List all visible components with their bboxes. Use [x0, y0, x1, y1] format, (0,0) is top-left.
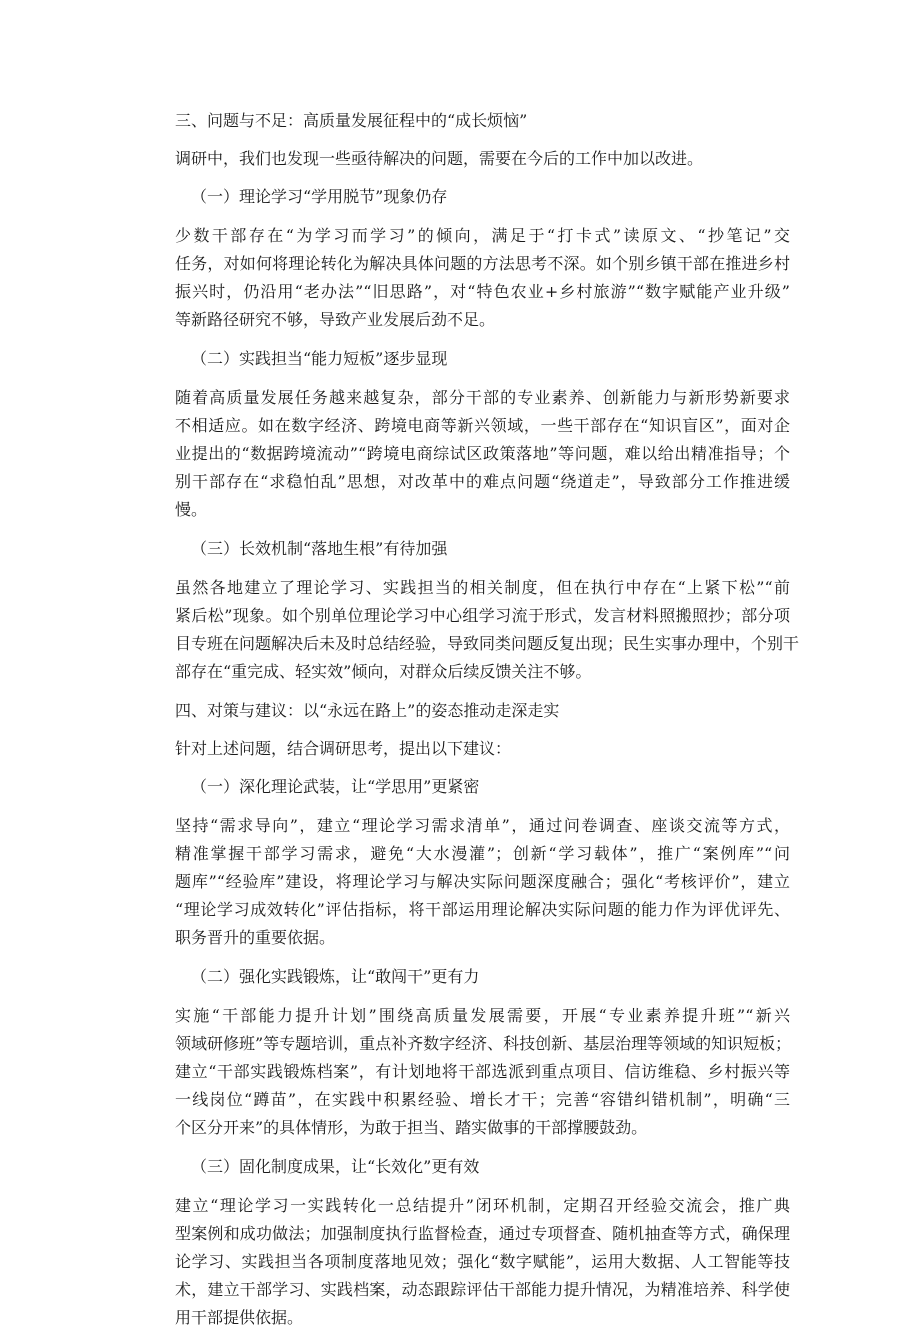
- paragraph-line: 领域研修班”等专题培训，重点补齐数字经济、科技创新、基层治理等领域的知识短板；: [175, 1034, 792, 1053]
- section3-item2-title: （二）实践担当“能力短板”逐步显现: [191, 349, 448, 368]
- paragraph-line: 等新路径研究不够，导致产业发展后劲不足。: [175, 310, 496, 329]
- section4-item3-title: （三）固化制度成果，让“长效化”更有效: [191, 1157, 480, 1176]
- paragraph-line: 虽然各地建立了理论学习、实践担当的相关制度，但在执行中存在“上紧下松”“前: [175, 578, 790, 597]
- paragraph-line: 用干部提供依据。: [175, 1308, 304, 1327]
- section4-heading: 四、对策与建议：以“永远在路上”的姿态推动走深走实: [175, 701, 560, 720]
- paragraph-line: 个区分开来”的具体情形，为敢于担当、踏实做事的干部撑腰鼓劲。: [175, 1118, 648, 1137]
- paragraph-line: 题库”“经验库”建设，将理论学习与解决实际问题深度融合；强化“考核评价”，建立: [175, 872, 790, 891]
- paragraph-line: 随着高质量发展任务越来越复杂，部分干部的专业素养、创新能力与新形势新要求: [175, 388, 790, 407]
- document-page: [175, 108, 800, 1344]
- section3-intro: 调研中，我们也发现一些亟待解决的问题，需要在今后的工作中加以改进。: [175, 149, 704, 168]
- section3-item3-title: （三）长效机制“落地生根”有待加强: [191, 539, 448, 558]
- section3-item1-paragraph: [175, 222, 790, 334]
- section3-item1-title: （一）理论学习“学用脱节”现象仍存: [191, 187, 448, 206]
- section4-item3-paragraph: [175, 1192, 790, 1332]
- paragraph-line: “理论学习成效转化”评估指标，将干部运用理论解决实际问题的能力作为评优评先、: [175, 900, 790, 919]
- section3-item3-paragraph: [175, 574, 800, 686]
- paragraph-line: 坚持“需求导向”，建立“理论学习需求清单”，通过问卷调查、座谈交流等方式，: [175, 816, 790, 835]
- section4-item2-title: （二）强化实践锻炼，让“敢闯干”更有力: [191, 967, 480, 986]
- paragraph-line: 紧后松”现象。如个别单位理论学习中心组学习流于形式，发言材料照搬照抄；部分项: [175, 606, 790, 625]
- paragraph-line: 精准掌握干部学习需求，避免“大水漫灌”；创新“学习载体”，推广“案例库”“问: [175, 844, 790, 863]
- paragraph-line: 目专班在问题解决后未及时总结经验，导致同类问题反复出现；民生实事办理中，个别干: [175, 634, 800, 653]
- paragraph-line: 建立“干部实践锻炼档案”，有计划地将干部选派到重点项目、信访维稳、乡村振兴等: [175, 1062, 790, 1081]
- paragraph-line: 论学习、实践担当各项制度落地见效；强化“数字赋能”，运用大数据、人工智能等技: [175, 1252, 790, 1271]
- paragraph-line: 振兴时，仍沿用“老办法”“旧思路”，对“特色农业+乡村旅游”“数字赋能产业升级”: [175, 282, 790, 301]
- section4-item2-paragraph: [175, 1002, 790, 1142]
- section4-item1-title: （一）深化理论武装，让“学思用”更紧密: [191, 777, 480, 796]
- section3-item2-paragraph: [175, 384, 790, 524]
- paragraph-line: 慢。: [175, 500, 208, 519]
- paragraph-line: 术，建立干部学习、实践档案，动态跟踪评估干部能力提升情况，为精准培养、科学使: [175, 1280, 790, 1299]
- paragraph-line: 业提出的“数据跨境流动”“跨境电商综试区政策落地”等问题，难以给出精准指导；个: [175, 444, 790, 463]
- paragraph-line: 部存在“重完成、轻实效”倾向，对群众后续反馈关注不够。: [175, 662, 592, 681]
- paragraph-line: 任务，对如何将理论转化为解决具体问题的方法思考不深。如个别乡镇干部在推进乡村: [175, 254, 790, 273]
- section4-intro: 针对上述问题，结合调研思考，提出以下建议：: [175, 739, 512, 758]
- paragraph-line: 型案例和成功做法；加强制度执行监督检查，通过专项督查、随机抽查等方式，确保理: [175, 1224, 790, 1243]
- paragraph-line: 职务晋升的重要依据。: [175, 928, 336, 947]
- section4-item1-paragraph: [175, 812, 790, 952]
- paragraph-line: 实施“干部能力提升计划”围绕高质量发展需要，开展“专业素养提升班”“新兴: [175, 1006, 790, 1025]
- section3-heading: 三、问题与不足：高质量发展征程中的“成长烦恼”: [175, 111, 528, 130]
- paragraph-line: 别干部存在“求稳怕乱”思想，对改革中的难点问题“绕道走”，导致部分工作推进缓: [175, 472, 790, 491]
- paragraph-line: 少数干部存在“为学习而学习”的倾向，满足于“打卡式”读原文、“抄笔记”交: [175, 226, 790, 245]
- paragraph-line: 建立“理论学习一实践转化一总结提升”闭环机制，定期召开经验交流会，推广典: [175, 1196, 790, 1215]
- paragraph-line: 一线岗位“蹲苗”，在实践中积累经验、增长才干；完善“容错纠错机制”，明确“三: [175, 1090, 790, 1109]
- paragraph-line: 不相适应。如在数字经济、跨境电商等新兴领域，一些干部存在“知识盲区”，面对企: [175, 416, 790, 435]
